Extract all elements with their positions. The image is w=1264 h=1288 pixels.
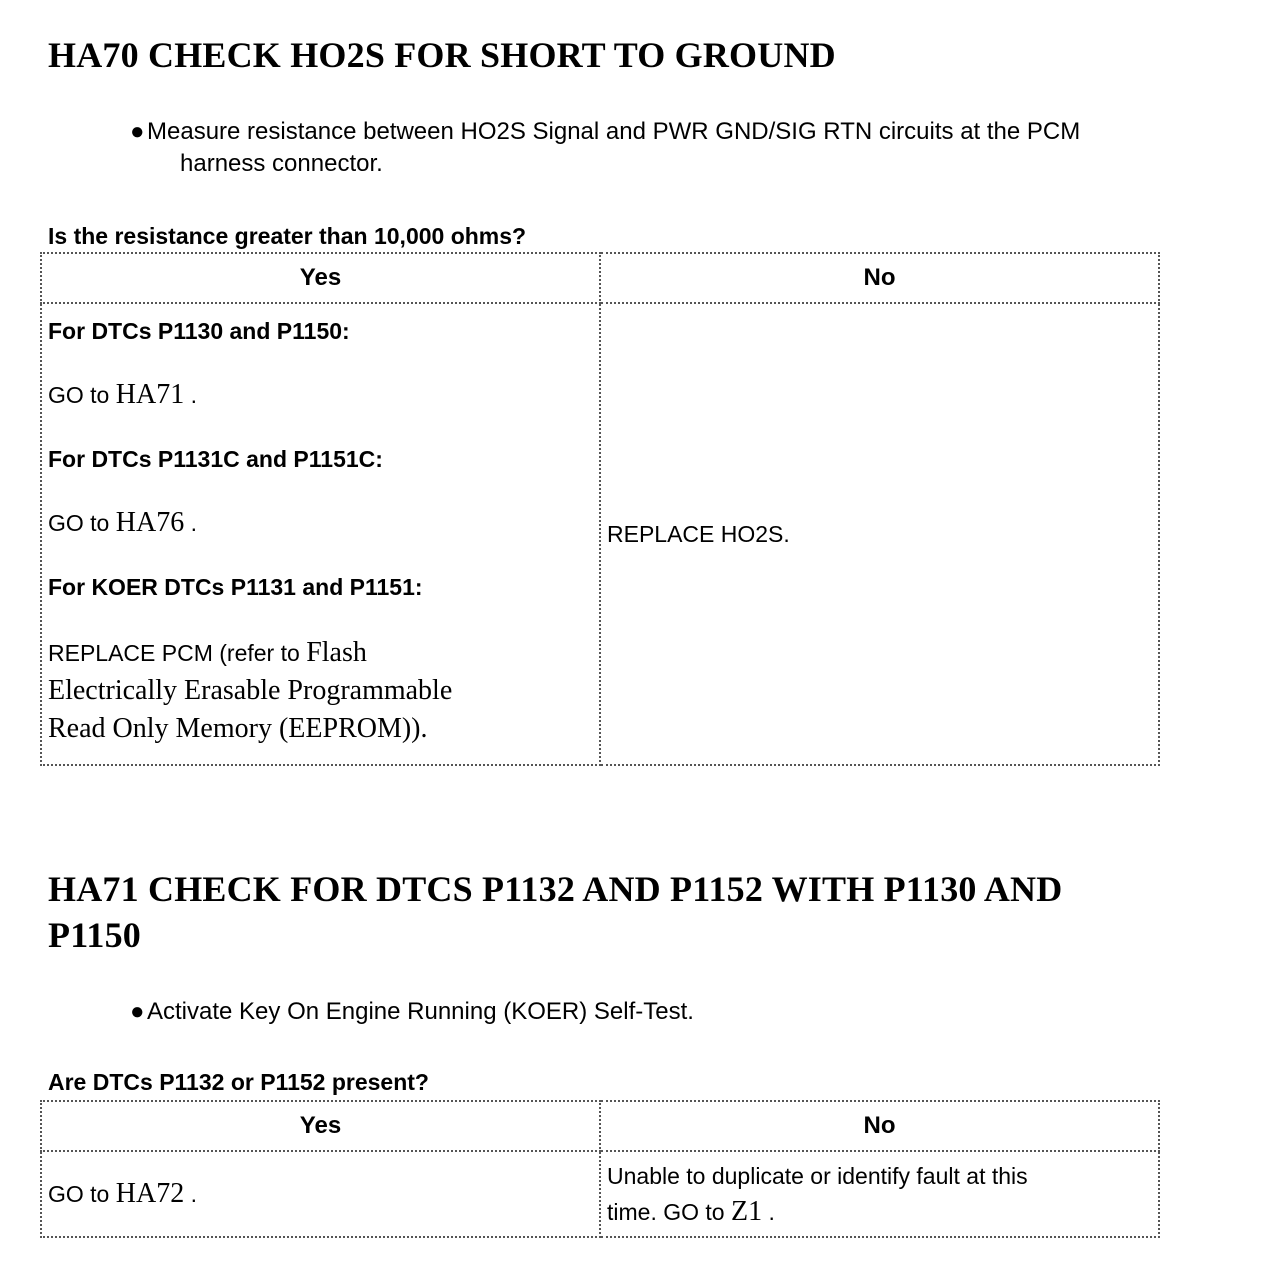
yes-cell xyxy=(41,303,600,765)
bullet-icon: ● xyxy=(130,118,145,145)
replace-line3: Read Only Memory (EEPROM)). xyxy=(48,713,428,744)
column-header-yes: Yes xyxy=(41,1101,600,1151)
go-to-suffix: . xyxy=(184,1181,197,1207)
no-cell xyxy=(600,1151,1159,1237)
instruction-text-line2: harness connector. xyxy=(180,150,383,177)
go-to-line xyxy=(48,506,593,540)
replace-prefix: REPLACE PCM (refer to xyxy=(48,640,307,666)
replace-pcm-text xyxy=(48,634,593,748)
link-ha72[interactable]: HA72 xyxy=(115,1178,185,1209)
decision-table-ha70 xyxy=(40,252,1160,766)
dtc-label: For DTCs P1131C and P1151C: xyxy=(48,446,383,472)
instruction-bullet xyxy=(130,996,694,1028)
go-to-prefix: GO to xyxy=(48,1181,116,1207)
go-to-line xyxy=(48,1178,197,1209)
decision-table-ha71 xyxy=(40,1100,1160,1238)
link-z1[interactable]: Z1 xyxy=(730,1196,763,1227)
section-title-ha71 xyxy=(48,866,1062,958)
column-header-no: No xyxy=(600,1101,1159,1151)
go-to-prefix: GO to xyxy=(48,510,116,536)
replace-ho2s-text: REPLACE HO2S. xyxy=(607,520,790,547)
column-header-no: No xyxy=(600,253,1159,303)
question-text: Are DTCs P1132 or P1152 present? xyxy=(48,1069,429,1095)
link-ha76[interactable]: HA76 xyxy=(115,507,185,538)
section-title-line2: P1150 xyxy=(48,915,142,955)
go-to-prefix: GO to xyxy=(48,382,116,408)
go-to-line xyxy=(48,378,593,412)
go-to-suffix: . xyxy=(184,382,197,408)
no-cell xyxy=(600,303,1159,765)
unable-to-duplicate-text xyxy=(607,1158,1152,1230)
yes-cell xyxy=(41,1151,600,1237)
no-line1: Unable to duplicate or identify fault at this xyxy=(607,1163,1028,1189)
link-flash-eeprom[interactable]: Flash xyxy=(306,637,367,668)
instruction-text: Activate Key On Engine Running (KOER) Self-Test. xyxy=(147,998,694,1025)
no-line2-suffix: . xyxy=(762,1199,775,1225)
bullet-icon: ● xyxy=(130,998,145,1025)
instruction-bullet xyxy=(130,116,1080,180)
no-line2-prefix: time. GO to xyxy=(607,1199,731,1225)
replace-line2: Electrically Erasable Programmable xyxy=(48,675,453,706)
link-ha71[interactable]: HA71 xyxy=(115,379,185,410)
section-title-ha70: HA70 CHECK HO2S FOR SHORT TO GROUND xyxy=(48,35,836,75)
dtc-label: For DTCs P1130 and P1150: xyxy=(48,318,350,344)
section-title-line1: HA71 CHECK FOR DTCS P1132 AND P1152 WITH P1130 AND xyxy=(48,869,1063,909)
question-text: Is the resistance greater than 10,000 ohms? xyxy=(48,223,527,249)
instruction-text-line1: Measure resistance between HO2S Signal and PWR GND/SIG RTN circuits at the PCM xyxy=(147,118,1081,145)
dtc-label: For KOER DTCs P1131 and P1151: xyxy=(48,574,423,600)
column-header-yes: Yes xyxy=(41,253,600,303)
go-to-suffix: . xyxy=(184,510,197,536)
